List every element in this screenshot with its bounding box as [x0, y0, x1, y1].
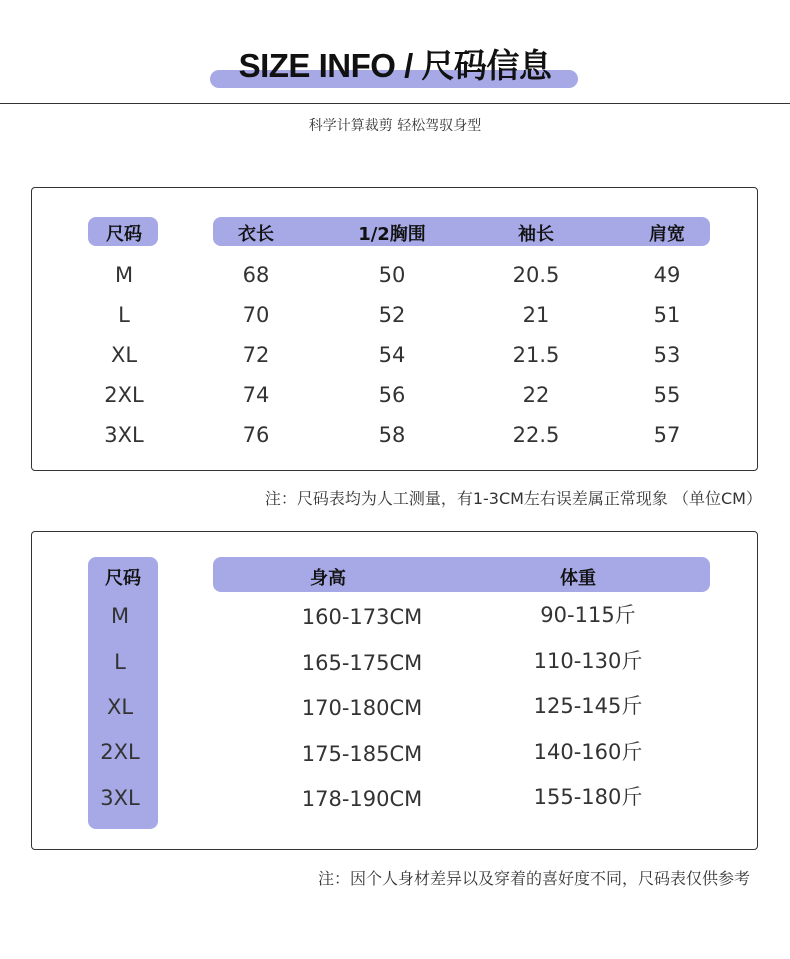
- cell-sleeve: 22: [522, 383, 550, 407]
- row-size: XL: [110, 343, 138, 367]
- cell-half-chest: 52: [378, 303, 406, 327]
- cell-height: 165-175CM: [301, 651, 423, 675]
- cell-height: 160-173CM: [301, 605, 423, 629]
- fit-table: [31, 531, 758, 850]
- size-table: [31, 187, 758, 471]
- row-size: L: [114, 650, 126, 674]
- cell-weight: 155-180斤: [533, 785, 643, 809]
- page-title: SIZE INFO / 尺码信息: [238, 47, 552, 84]
- cell-length: 74: [242, 383, 270, 407]
- cell-half-chest: 54: [378, 343, 406, 367]
- size-table-note: 注：尺码表均为人工测量，有1-3CM左右误差属正常现象 （单位CM）: [264, 489, 762, 508]
- cell-half-chest: 50: [378, 263, 406, 287]
- cell-sleeve: 20.5: [512, 263, 560, 287]
- row-size: 3XL: [104, 423, 144, 447]
- row-size: 2XL: [100, 740, 140, 764]
- column-header-length: 衣长: [238, 224, 274, 245]
- cell-shoulder: 57: [653, 423, 681, 447]
- page-subtitle: 科学计算裁剪 轻松驾驭身型: [308, 118, 482, 134]
- column-header-shoulder: 肩宽: [649, 224, 685, 245]
- cell-length: 76: [242, 423, 270, 447]
- cell-weight: 125-145斤: [533, 694, 643, 718]
- cell-height: 178-190CM: [301, 787, 423, 811]
- cell-shoulder: 53: [653, 343, 681, 367]
- cell-shoulder: 51: [653, 303, 681, 327]
- measure-header-pill: [213, 217, 710, 246]
- row-size: M: [114, 263, 134, 287]
- cell-height: 170-180CM: [301, 696, 423, 720]
- row-size: XL: [106, 695, 134, 719]
- row-size: M: [110, 604, 130, 628]
- cell-shoulder: 55: [653, 383, 681, 407]
- column-header-sleeve: 袖长: [518, 224, 554, 245]
- cell-weight: 140-160斤: [533, 740, 643, 764]
- size-column-header: 尺码: [106, 224, 142, 245]
- cell-height: 175-185CM: [301, 742, 423, 766]
- cell-sleeve: 21: [522, 303, 550, 327]
- cell-length: 68: [242, 263, 270, 287]
- column-header-half-chest: 1/2胸围: [358, 224, 426, 245]
- cell-sleeve: 22.5: [512, 423, 560, 447]
- row-size: 3XL: [100, 786, 140, 810]
- cell-length: 70: [242, 303, 270, 327]
- fit-table-note: 注：因个人身材差异以及穿着的喜好度不同，尺码表仅供参考: [317, 869, 750, 888]
- column-header-height: 身高: [310, 568, 346, 589]
- row-size: L: [118, 303, 130, 327]
- cell-weight: 110-130斤: [533, 649, 643, 673]
- title-block: [0, 36, 790, 92]
- row-size: 2XL: [104, 383, 144, 407]
- fit-header-pill: [213, 557, 710, 592]
- cell-length: 72: [242, 343, 270, 367]
- column-header-weight: 体重: [560, 568, 596, 589]
- cell-half-chest: 56: [378, 383, 406, 407]
- cell-half-chest: 58: [378, 423, 406, 447]
- cell-shoulder: 49: [653, 263, 681, 287]
- cell-sleeve: 21.5: [512, 343, 560, 367]
- size-column-header: 尺码: [105, 568, 141, 589]
- cell-weight: 90-115斤: [540, 603, 636, 627]
- header-divider: [0, 103, 790, 104]
